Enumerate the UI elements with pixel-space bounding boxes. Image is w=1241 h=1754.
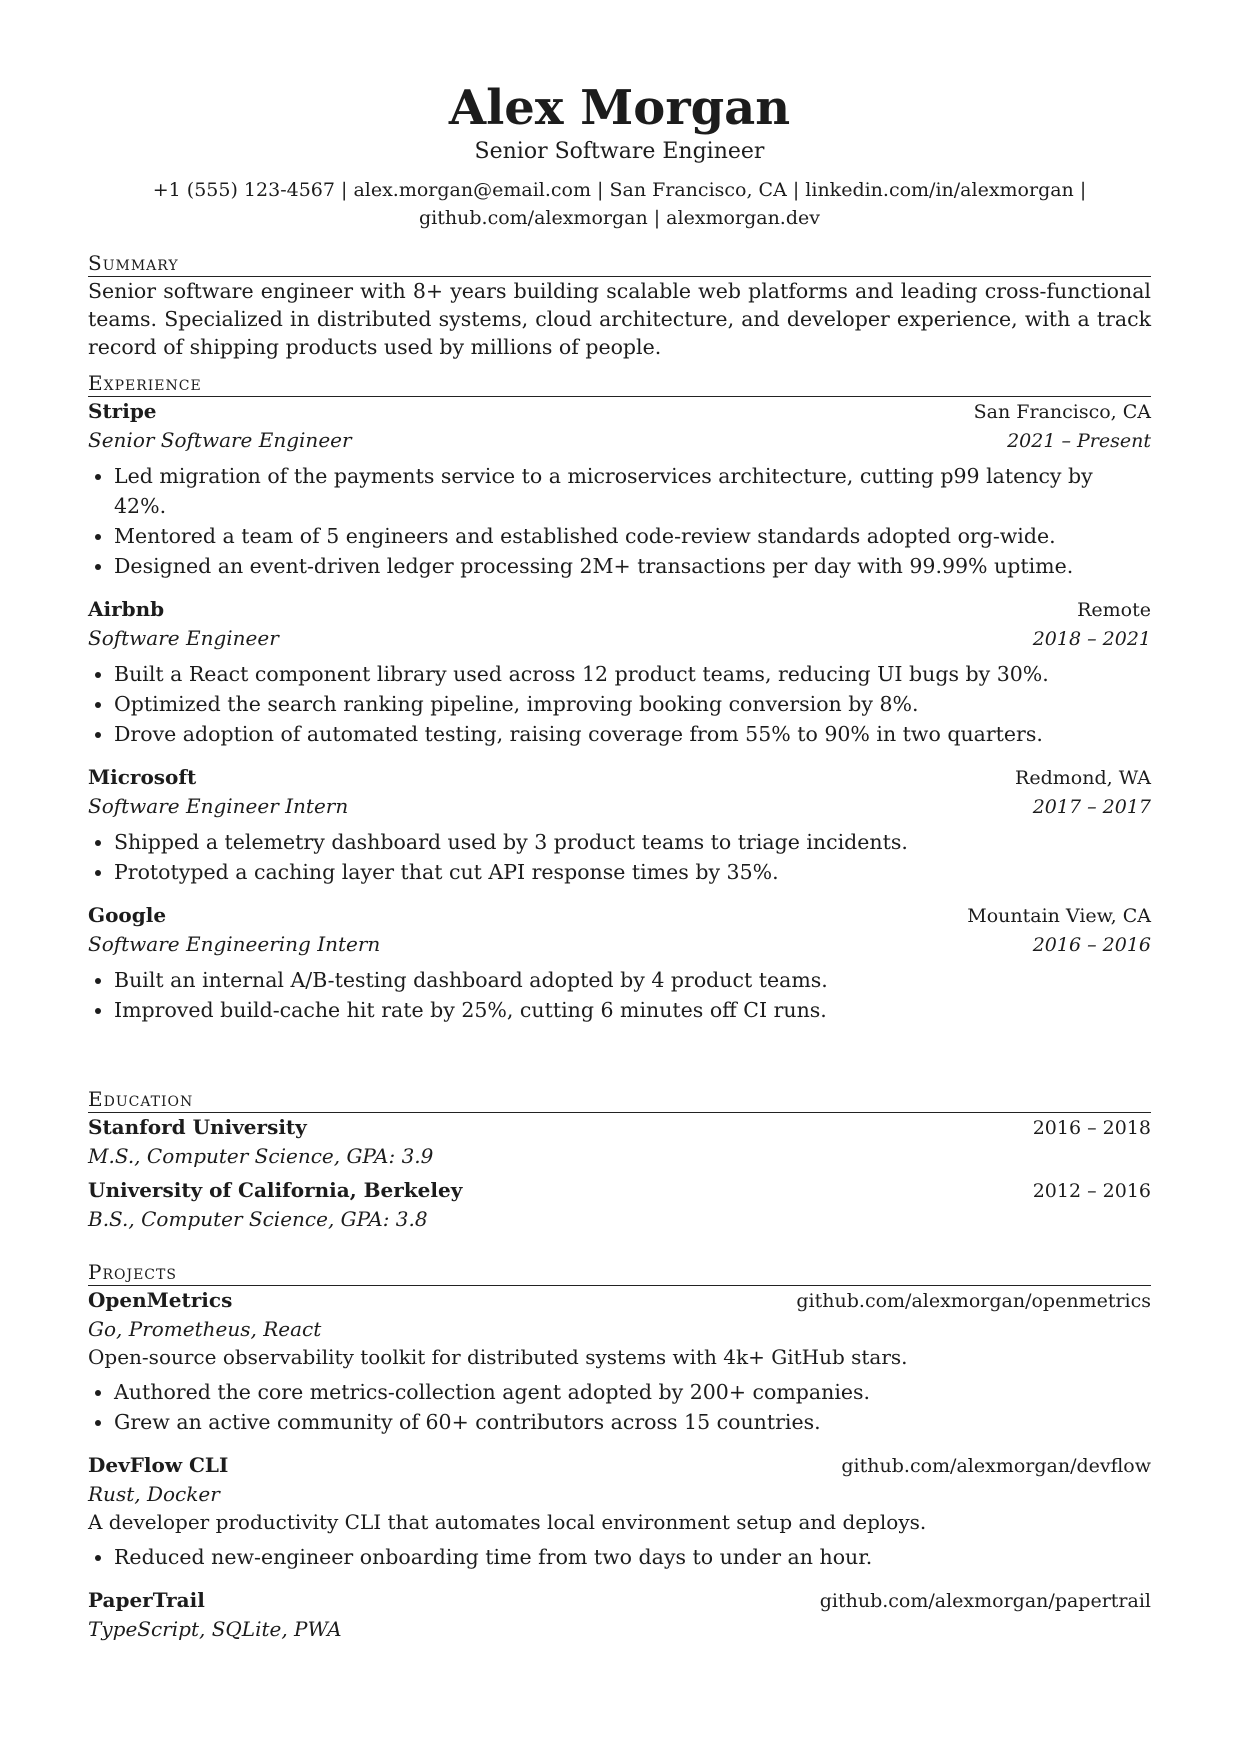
job-role: Software Engineer — [88, 626, 279, 650]
school-name: Stanford University — [88, 1115, 307, 1139]
bullet-item: • Led migration of the payments service to a microservices architecture, cutting p99 latency by 42%. — [114, 461, 1151, 521]
job-location: Remote — [1077, 599, 1151, 621]
job-role: Senior Software Engineer — [88, 428, 352, 452]
project-name: DevFlow CLI — [88, 1453, 229, 1477]
project-tech: TypeScript, SQLite, PWA — [88, 1617, 342, 1641]
bullet-list — [88, 1377, 1151, 1437]
company-name: Google — [88, 903, 167, 927]
degree: M.S., Computer Science, GPA: 3.9 — [88, 1144, 434, 1168]
degree: B.S., Computer Science, GPA: 3.8 — [88, 1207, 428, 1231]
section-heading: Experience — [88, 370, 1151, 397]
job-dates: 2017 – 2017 — [1032, 796, 1151, 818]
contact-line-2: github.com/alexmorgan | alexmorgan.dev — [419, 207, 820, 229]
school-name: University of California, Berkeley — [88, 1178, 463, 1202]
education-dates: 2012 – 2016 — [1032, 1180, 1151, 1202]
company-name: Airbnb — [88, 597, 165, 621]
education-entry — [88, 1176, 1151, 1233]
project-entry — [88, 1451, 1151, 1572]
project-description: A developer productivity CLI that automates local environment setup and deploys. — [88, 1510, 927, 1534]
job-location: Mountain View, CA — [967, 905, 1151, 927]
candidate-name: Alex Morgan — [448, 80, 791, 136]
bullet-item: • Built a React component library used across 12 product teams, reducing UI bugs by 30%. — [114, 659, 1151, 689]
project-tech: Go, Prometheus, React — [88, 1317, 322, 1341]
bullet-item: • Authored the core metrics-collection agent adopted by 200+ companies. — [114, 1377, 1151, 1407]
job-dates: 2018 – 2021 — [1032, 628, 1151, 650]
job-role: Software Engineering Intern — [88, 932, 381, 956]
bullet-item: • Reduced new-engineer onboarding time from two days to under an hour. — [114, 1542, 1151, 1572]
bullet-item: • Optimized the search ranking pipeline, improving booking conversion by 8%. — [114, 689, 1151, 719]
bullet-list — [88, 827, 1151, 887]
summary-section — [88, 250, 1151, 361]
bullet-item: • Prototyped a caching layer that cut API response times by 35%. — [114, 857, 1151, 887]
contact-line-1: +1 (555) 123-4567 | alex.morgan@email.com | San Francisco, CA | linkedin.com/in/alexmorgan | — [152, 179, 1087, 201]
project-description: Open-source observability toolkit for distributed systems with 4k+ GitHub stars. — [88, 1345, 908, 1369]
project-entry — [88, 1286, 1151, 1437]
project-tech: Rust, Docker — [88, 1482, 220, 1506]
project-link[interactable]: github.com/alexmorgan/devflow — [841, 1455, 1151, 1477]
company-name: Microsoft — [88, 765, 197, 789]
job-dates: 2016 – 2016 — [1032, 934, 1151, 956]
bullet-item: • Built an internal A/B-testing dashboard adopted by 4 product teams. — [114, 965, 1151, 995]
section-heading: Education — [88, 1086, 1151, 1113]
bullet-item: • Designed an event-driven ledger processing 2M+ transactions per day with 99.99% uptime. — [114, 551, 1151, 581]
experience-section — [88, 370, 1151, 1039]
bullet-list — [88, 965, 1151, 1025]
bullet-item: • Shipped a telemetry dashboard used by 3 product teams to triage incidents. — [114, 827, 1151, 857]
education-section — [88, 1086, 1151, 1247]
bullet-list — [88, 659, 1151, 749]
job-dates: 2021 – Present — [1007, 430, 1151, 452]
education-dates: 2016 – 2018 — [1032, 1117, 1151, 1139]
project-name: PaperTrail — [88, 1588, 205, 1612]
bullet-item: • Mentored a team of 5 engineers and established code-review standards adopted org-wide. — [114, 521, 1151, 551]
bullet-item: • Drove adoption of automated testing, raising coverage from 55% to 90% in two quarters. — [114, 719, 1151, 749]
experience-entry — [88, 595, 1151, 749]
project-entry — [88, 1586, 1151, 1643]
job-role: Software Engineer Intern — [88, 794, 349, 818]
project-link[interactable]: github.com/alexmorgan/papertrail — [819, 1590, 1151, 1612]
bullet-item: • Grew an active community of 60+ contributors across 15 countries. — [114, 1407, 1151, 1437]
bullet-list — [88, 1542, 1151, 1572]
section-heading: Summary — [88, 250, 1151, 277]
experience-entry — [88, 397, 1151, 581]
section-heading: Projects — [88, 1259, 1151, 1286]
bullet-item: • Improved build-cache hit rate by 25%, cutting 6 minutes off CI runs. — [114, 995, 1151, 1025]
project-link[interactable]: github.com/alexmorgan/openmetrics — [796, 1290, 1151, 1312]
experience-entry — [88, 901, 1151, 1025]
education-entry — [88, 1113, 1151, 1170]
experience-entry — [88, 763, 1151, 887]
project-name: OpenMetrics — [88, 1288, 233, 1312]
contact-info — [88, 176, 1151, 232]
candidate-title: Senior Software Engineer — [474, 139, 765, 164]
bullet-list — [88, 461, 1151, 581]
projects-section — [88, 1259, 1151, 1657]
job-location: Redmond, WA — [1015, 767, 1151, 789]
company-name: Stripe — [88, 399, 157, 423]
summary-text: Senior software engineer with 8+ years building scalable web platforms and leading cross-functional teams. Specialized in distributed systems, cloud architecture, and developer experience, with a track record of shipping products used by millions of people. — [88, 279, 1151, 359]
job-location: San Francisco, CA — [973, 401, 1151, 423]
